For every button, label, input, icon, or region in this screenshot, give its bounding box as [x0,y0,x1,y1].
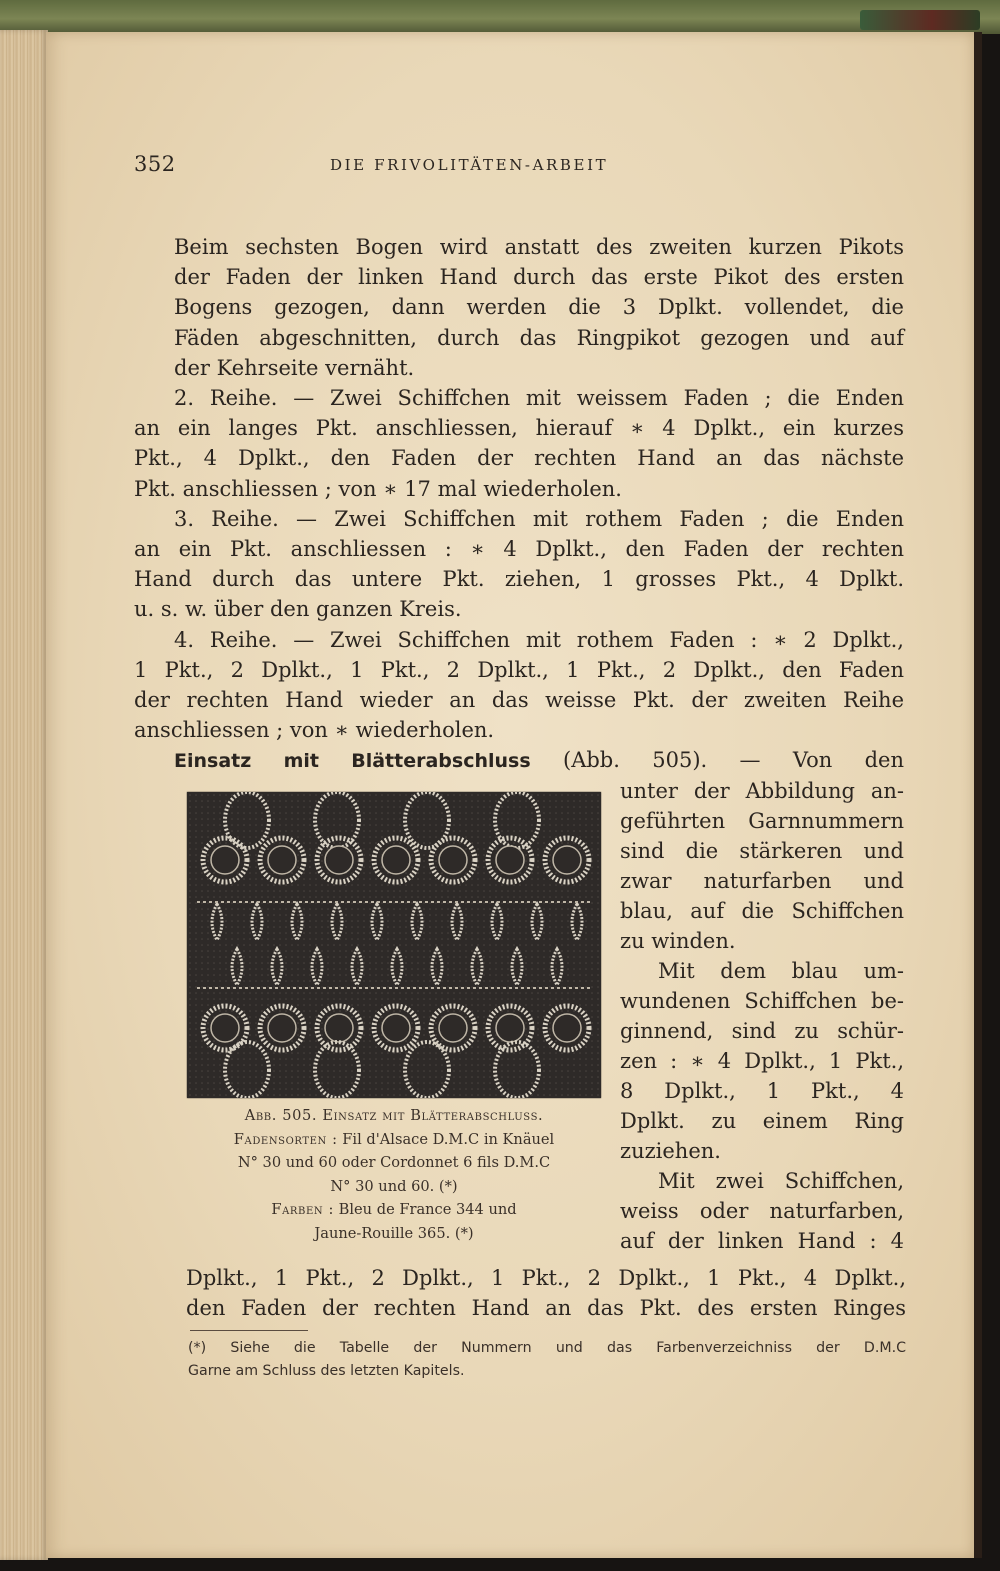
text-line: Pkt. anschliessen ; von ∗ 17 mal wiederholen. [134,476,622,501]
text-line: zwar naturfarben und [620,869,904,893]
lace-figure [187,792,601,1098]
text-line: zen : ∗ 4 Dplkt., 1 Pkt., [620,1049,904,1073]
text-line: 4. Reihe. — Zwei Schiffchen mit rothem Faden : ∗ 2 Dplkt., [174,627,904,652]
paragraph-3 [134,504,904,625]
paragraph-1 [134,232,904,383]
running-head [134,152,854,186]
text-line: auf der linken Hand : 4 [620,1229,904,1253]
page-stack-edge [0,30,48,1560]
text-line: Pkt., 4 Dplkt., den Faden der rechten Hand an das nächste [134,446,904,471]
text-line: Bogens gezogen, dann werden die 3 Dplkt. vollendet, die [174,295,904,320]
page-number: 352 [134,152,176,176]
text-line: Mit dem blau um- [658,959,904,983]
footnote-divider [190,1330,308,1331]
text-line: Beim sechsten Bogen wird anstatt des zweiten kurzen Pikots [174,235,904,259]
text-line: blau, auf die Schiffchen [620,899,904,923]
text-line: 1 Pkt., 2 Dplkt., 1 Pkt., 2 Dplkt., 1 Pkt., 2 Dplkt., den Faden [134,657,904,682]
text-line: den Faden der rechten Hand an das Pkt. des ersten Ringes [186,1296,906,1320]
text-line: der Kehrseite vernäht. [174,355,415,380]
text-line: Hand durch das untere Pkt. ziehen, 1 grosses Pkt., 4 Dplkt. [134,567,904,592]
caption-thread-text: Fil d'Alsace D.M.C in Knäuel [337,1130,555,1148]
caption-colors-text: Bleu de France 344 und [334,1201,517,1219]
text-line: der Faden der linken Hand durch das erste Pikot des ersten [174,265,904,290]
text-line: 2. Reihe. — Zwei Schiffchen mit weissem Faden ; die Enden [174,386,904,411]
side-column-text [620,776,904,1256]
text-line: u. s. w. über den ganzen Kreis. [134,597,462,622]
text-line: 8 Dplkt., 1 Pkt., 4 [620,1079,904,1103]
footnote-line: (*) Siehe die Tabelle der Nummern und das Farbenverzeichniss der D.M.C [188,1340,906,1356]
section-title: Einsatz mit Blätterabschluss [174,750,531,773]
caption-colors-label: Farben : [271,1201,335,1219]
text-line: an ein langes Pkt. anschliessen, hierauf ∗ 4 Dplkt., ein kurzes [134,416,904,441]
footnote-line: Garne am Schluss des letzten Kapitels. [188,1362,465,1379]
book-cover-top [0,0,1000,34]
figure-caption [176,1104,612,1246]
paragraph-4 [134,625,904,746]
text-line: Dplkt. zu einem Ring [620,1109,904,1133]
text-line: der rechten Hand wieder an das weisse Pkt. der zweiten Reihe [134,688,904,713]
text-line: zuziehen. [620,1139,721,1163]
text-line: Mit zwei Schiffchen, [658,1169,904,1193]
caption-line-6: Jaune-Rouille 365. (*) [314,1224,474,1242]
text-line: unter der Abbildung an- [620,779,904,803]
section-heading-line [134,745,904,776]
bottom-text [186,1263,906,1323]
text-line: wundenen Schiffchen be- [620,989,904,1013]
text-line: ginnend, sind zu schür- [620,1019,904,1043]
main-text [134,232,904,777]
page-gutter-edge [974,32,982,1558]
caption-line-4: N° 30 und 60. (*) [330,1177,458,1195]
footnote [188,1337,906,1382]
text-line: an ein Pkt. anschliessen : ∗ 4 Dplkt., den Faden der rechten [134,537,904,562]
caption-line-3: N° 30 und 60 oder Cordonnet 6 fils D.M.C [237,1154,551,1172]
text-line: Fäden abgeschnitten, durch das Ringpikot gezogen und auf [174,325,904,350]
text-line: weiss oder naturfarben, [620,1199,904,1223]
paragraph-2 [134,383,904,504]
text-line: geführten Garnnummern [620,809,904,833]
caption-thread-line [176,1128,612,1152]
caption-colors-line [176,1198,612,1222]
section-heading-row [134,745,904,776]
text-line: Dplkt., 1 Pkt., 2 Dplkt., 1 Pkt., 2 Dplkt., 1 Pkt., 4 Dplkt., [186,1266,906,1290]
header-title: DIE FRIVOLITÄTEN-ARBEIT [330,156,609,174]
caption-title: Abb. 505. Einsatz mit Blätterabschluss. [244,1107,544,1124]
text-line: anschliessen ; von ∗ wiederholen. [134,718,495,743]
section-intro: (Abb. 505). — Von den [563,748,905,773]
text-line: sind die stärkeren und [620,839,904,863]
text-line: zu winden. [620,929,736,953]
tatting-lace-icon [187,792,601,1098]
caption-thread-label: Fadensorten : [233,1130,338,1148]
text-line: 3. Reihe. — Zwei Schiffchen mit rothem Faden ; die Enden [174,506,904,531]
